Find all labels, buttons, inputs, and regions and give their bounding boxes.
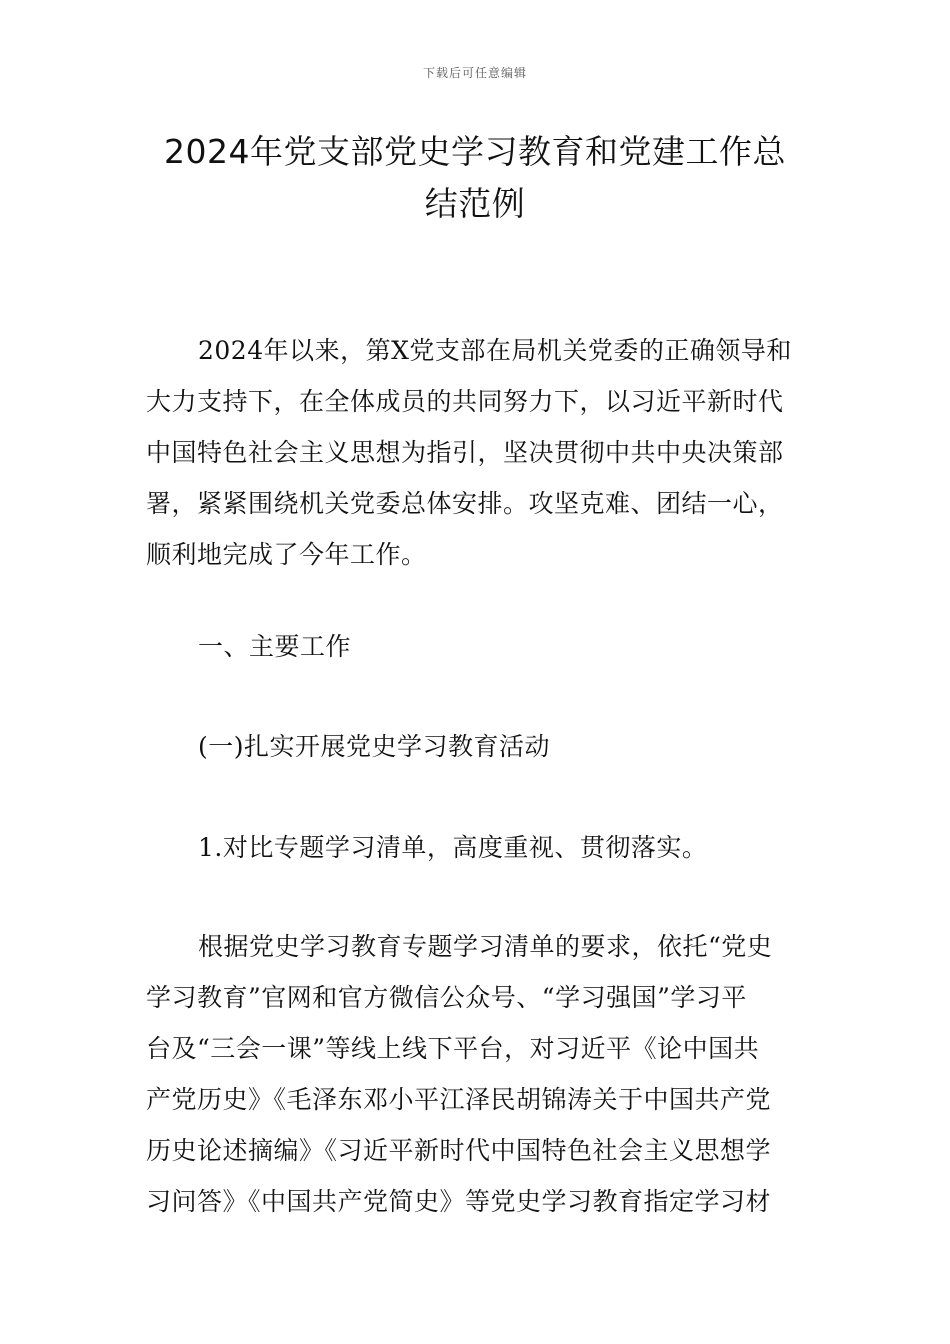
paragraph-line: 学习教育”官网和官方微信公众号、“学习强国”学习平 [146, 983, 747, 1012]
title-line-1: 2024年党支部党史学习教育和党建工作总 [164, 132, 786, 171]
title-line-2: 结范例 [424, 184, 526, 223]
item-heading-text: 1.对比专题学习清单，高度重视、贯彻落实。 [198, 833, 708, 862]
document-title [120, 126, 830, 230]
paragraph-line: 习问答》《中国共产党简史》等党史学习教育指定学习材 [146, 1187, 772, 1216]
body-paragraph [146, 921, 810, 1227]
paragraph-line: 顺利地完成了今年工作。 [146, 540, 427, 569]
intro-paragraph [146, 325, 810, 580]
paragraph-line: 产党历史》《毛泽东邓小平江泽民胡锦涛关于中国共产党 [146, 1085, 772, 1114]
paragraph-line: 台及“三会一课”等线上线下平台，对习近平《论中国共 [146, 1034, 760, 1063]
paragraph-line: 根据党史学习教育专题学习清单的要求，依托“党史 [198, 932, 773, 961]
subsection-heading-text: (一)扎实开展党史学习教育活动 [198, 732, 551, 761]
item-heading [146, 822, 810, 873]
section-heading-text: 一、主要工作 [198, 632, 352, 661]
paragraph-line: 历史论述摘编》《习近平新时代中国特色社会主义思想学 [146, 1136, 772, 1165]
paragraph-line: 中国特色社会主义思想为指引，坚决贯彻中共中央决策部 [146, 438, 784, 467]
section-heading [146, 621, 810, 672]
paragraph-line: 大力支持下，在全体成员的共同努力下，以习近平新时代 [146, 387, 784, 416]
subsection-heading [146, 721, 810, 772]
header-note: 下载后可任意编辑 [422, 66, 527, 80]
paragraph-line: 署，紧紧围绕机关党委总体安排。攻坚克难、团结一心， [146, 489, 784, 518]
paragraph-line: 2024年以来，第X党支部在局机关党委的正确领导和 [198, 336, 792, 365]
